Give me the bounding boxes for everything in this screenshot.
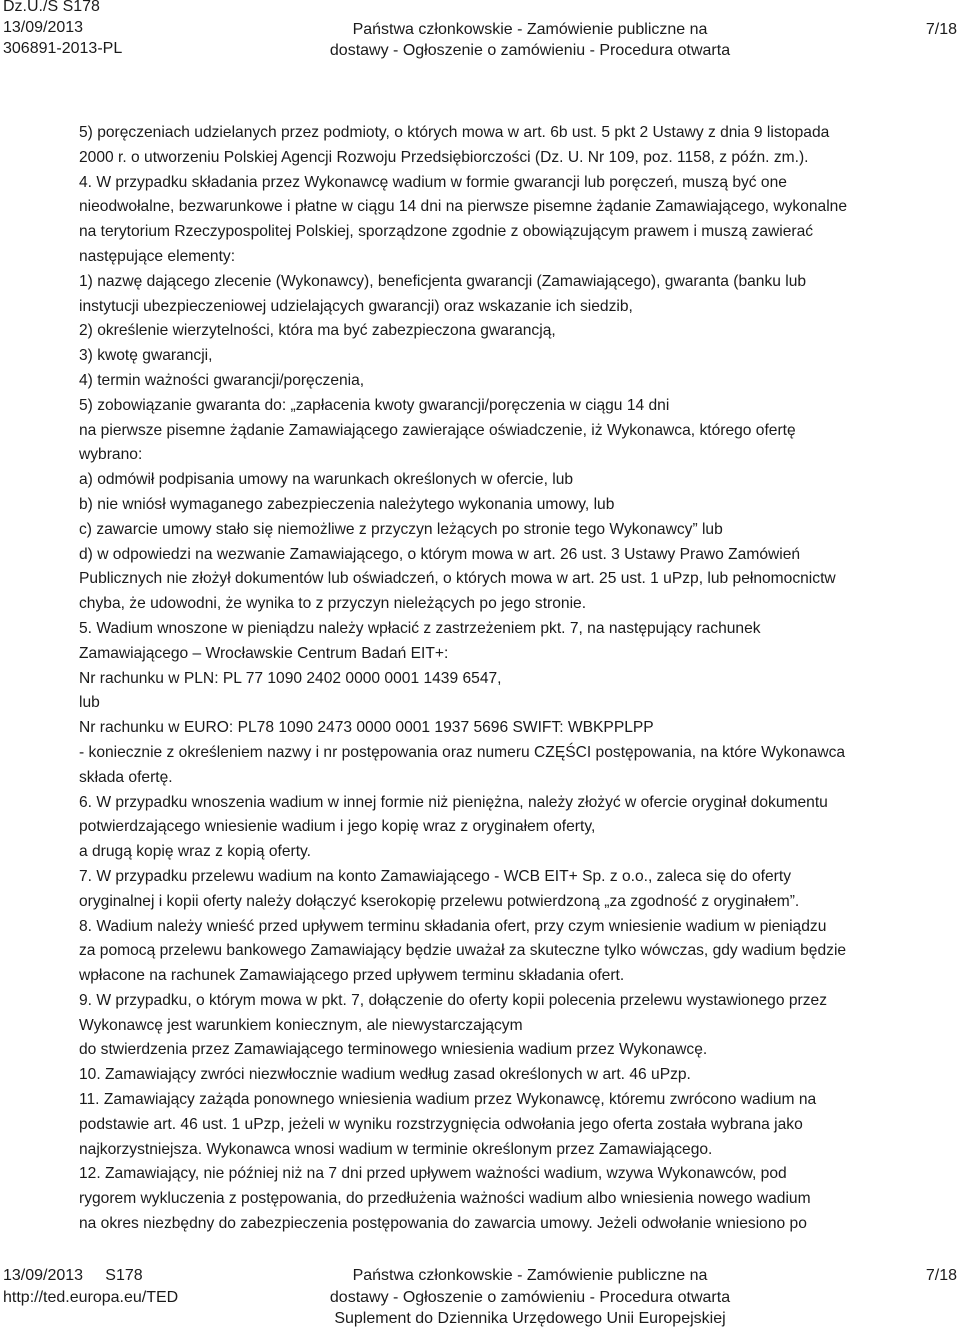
footer-title-line1: Państwa członkowskie - Zamówienie publiczne na — [352, 1267, 708, 1284]
footer-title — [250, 1265, 810, 1330]
text-line: d) w odpowiedzi na wezwanie Zamawiającego, o którym mowa w art. 26 ust. 3 Ustawy Prawo Zamówień — [79, 545, 801, 563]
text-line: 5) poręczeniach udzielanych przez podmioty, o których mowa w art. 6b ust. 5 pkt 2 Ustawy z dnia 9 listopada — [79, 124, 830, 141]
text-line: Nr rachunku w PLN: PL 77 1090 2402 0000 0001 1439 6547, — [79, 669, 502, 687]
header-date: 13/09/2013 — [3, 19, 84, 36]
footer-url: http://ted.europa.eu/TED — [3, 1288, 179, 1306]
text-line: na pierwsze pisemne żądanie Zamawiającego zawierające oświadczenie, iż Wykonawca, którego ofertę — [79, 421, 796, 439]
text-line: 12. Zamawiający, nie później niż na 7 dni przed upływem ważności wadium, wzywa Wykonawców, pod — [79, 1165, 787, 1183]
text-line: potwierdzającego wniesienie wadium i jego kopię wraz z oryginałem oferty, — [79, 818, 596, 836]
text-line: b) nie wniósł wymaganego zabezpieczenia należytego wykonania umowy, lub — [79, 495, 615, 513]
text-line: 9. W przypadku, o którym mowa w pkt. 7, dołączenie do oferty kopii polecenia przelewu wystawionego przez — [79, 991, 827, 1009]
text-line: nieodwołalne, bezwarunkowe i płatne w ciągu 14 dni na pierwsze pisemne żądanie Zamawiającego, wykonalne — [79, 198, 848, 216]
text-line: Zamawiającego – Wrocławskie Centrum Badań EIT+: — [79, 644, 449, 662]
text-line: 11. Zamawiający zażąda ponownego wniesienia wadium przez Wykonawcę, któremu zwrócono wadium na — [79, 1091, 817, 1109]
text-line: 7. W przypadku przelewu wadium na konto Zamawiającego - WCB EIT+ Sp. z o.o., zaleca się do oferty — [79, 867, 791, 885]
footer-left — [3, 1265, 178, 1308]
header-left — [3, 0, 122, 59]
text-line: następujące elementy: — [79, 247, 236, 265]
text-line: 5. Wadium wnoszone w pieniądzu należy wpłacić z zastrzeżeniem pkt. 7, na następujący rachunek — [79, 619, 761, 637]
text-line: Nr rachunku w EURO: PL78 1090 2473 0000 0001 1937 5696 SWIFT: WBKPPLPP — [79, 719, 654, 737]
text-line: Wykonawcę jest warunkiem koniecznym, ale niewystarczającym — [79, 1016, 523, 1034]
header-title-line1: Państwa członkowskie - Zamówienie publiczne na — [352, 21, 708, 38]
text-line: instytucji ubezpieczeniowej udzielających gwarancji) oraz wskazanie ich siedzib, — [79, 297, 633, 315]
footer-page-number: 7/18 — [925, 1267, 957, 1284]
footer-title-line3: Suplement do Dziennika Urzędowego Unii Europejskiej — [334, 1310, 726, 1327]
header-title-line2: dostawy - Ogłoszenie o zamówieniu - Procedura otwarta — [329, 42, 731, 59]
header-title — [250, 19, 810, 61]
notice-id: 306891-2013-PL — [3, 40, 123, 57]
text-line: oryginalnej i kopii oferty należy dołączyć kserokopię przelewu potwierdzoną „za zgodność z oryginałem”. — [79, 892, 800, 910]
text-line: chyba, że udowodni, że wynika to z przyczyn nieleżących po jego stronie. — [79, 595, 587, 613]
text-line: 2000 r. o utworzeniu Polskiej Agencji Rozwoju Przedsiębiorczości (Dz. U. Nr 109, poz. 1158, z późn. zm.). — [79, 148, 809, 166]
text-line: 4) termin ważności gwarancji/poręczenia, — [79, 371, 365, 389]
text-line: najkorzystniejsza. Wykonawca wnosi wadium w terminie określonym przez Zamawiającego. — [79, 1140, 713, 1158]
text-line: na okres niezbędny do zabezpieczenia postępowania do zawarcia umowy. Jeżeli odwołanie wniesiono po — [79, 1215, 807, 1233]
doc-reference: Dz.U./S S178 — [3, 0, 100, 15]
text-line: 8. Wadium należy wnieść przed upływem terminu składania ofert, przy czym wniesienie wadium w pieniądzu — [79, 917, 827, 935]
text-line: składa ofertę. — [79, 768, 173, 786]
text-line: 10. Zamawiający zwróci niezwłocznie wadium według zasad określonych w art. 46 uPzp. — [79, 1066, 691, 1084]
text-line: a drugą kopię wraz z kopią oferty. — [79, 843, 312, 861]
text-line: lub — [79, 694, 100, 712]
text-line: 4. W przypadku składania przez Wykonawcę wadium w formie gwarancji lub poręczeń, muszą być one — [79, 173, 787, 191]
page-header — [0, 0, 960, 76]
text-line: rygorem wykluczenia z postępowania, do przedłużenia ważności wadium albo wniesienia nowego wadium — [79, 1190, 811, 1208]
text-line: 2) określenie wierzytelności, która ma być zabezpieczona gwarancją, — [79, 322, 556, 340]
text-line: 6. W przypadku wnoszenia wadium w innej formie niż pieniężna, należy złożyć w ofercie oryginał dokumentu — [79, 793, 828, 811]
text-line: do stwierdzenia przez Zamawiającego terminowego wniesienia wadium przez Wykonawcę. — [79, 1041, 708, 1059]
text-line: na terytorium Rzeczypospolitej Polskiej, sporządzone zgodnie z obowiązującym prawem i muszą zawierać — [79, 223, 814, 241]
text-line: a) odmówił podpisania umowy na warunkach określonych w ofercie, lub — [79, 471, 574, 489]
text-line: Publicznych nie złożył dokumentów lub oświadczeń, o których mowa w art. 25 ust. 1 uPzp, lub pełnomocnictw — [79, 570, 836, 588]
text-line: 5) zobowiązanie gwaranta do: „zapłacenia kwoty gwarancji/poręczenia w ciągu 14 dni — [79, 396, 670, 414]
text-line: c) zawarcie umowy stało się niemożliwe z przyczyn leżących po stronie tego Wykonawcy” lub — [79, 520, 723, 538]
text-line: wpłacone na rachunek Zamawiającego przed upływem terminu składania ofert. — [79, 967, 625, 985]
text-line: podstawie art. 46 ust. 1 uPzp, jeżeli w wyniku rozstrzygnięcia odwołania jego oferta została wybrana jako — [79, 1115, 803, 1133]
text-line: za pomocą przelewu bankowego Zamawiający będzie uważał za skuteczne tylko wówczas, gdy wadium będzie — [79, 942, 847, 960]
footer-title-line2: dostawy - Ogłoszenie o zamówieniu - Procedura otwarta — [329, 1288, 731, 1306]
text-line: - koniecznie z określeniem nazwy i nr postępowania oraz numeru CZĘŚCI postępowania, na które Wykonawca — [79, 743, 846, 761]
header-page-number: 7/18 — [925, 21, 957, 38]
page-footer — [0, 1265, 960, 1334]
footer-date-issue: 13/09/2013 S178 — [3, 1267, 143, 1284]
text-line: 3) kwotę gwarancji, — [79, 347, 213, 365]
text-line: 1) nazwę dającego zlecenie (Wykonawcy), beneficjenta gwarancji (Zamawiającego), gwaranta (banku lub — [79, 272, 807, 290]
text-line: wybrano: — [79, 446, 143, 464]
document-body — [79, 121, 951, 1237]
